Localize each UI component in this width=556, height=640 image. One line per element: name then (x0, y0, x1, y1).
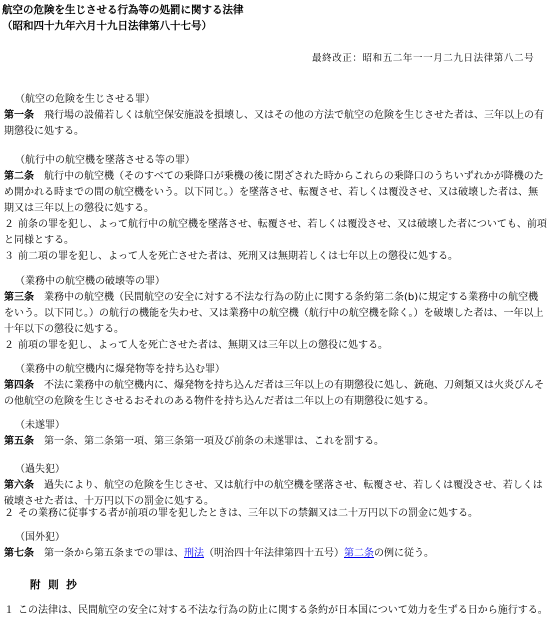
article-2-link[interactable]: 第二条 (344, 548, 374, 559)
article-4 (4, 378, 548, 410)
article-7-text-after: の例に従う。 (374, 548, 434, 559)
article-2-caption: （航行中の航空機を墜落させる等の罪） (15, 155, 195, 166)
article-7-caption: （国外犯） (15, 532, 65, 543)
article-6-caption: （過失犯） (15, 464, 65, 475)
article-5-caption: （未遂罪） (15, 420, 65, 431)
paragraph-text: 前二項の罪を犯し、よって人を死亡させた者は、死刑又は無期若しくは七年以上の懲役に処する。 (18, 251, 458, 262)
article-1 (4, 108, 548, 140)
paragraph-number: １ (4, 605, 14, 616)
article-6-text: 過失により、航空の危険を生じさせ、又は航行中の航空機を墜落させ、転覆させ、若しくは覆没させ、若しくは破壊させた者は、十万円以下の罰金に処する。 (4, 480, 543, 507)
article-1-text: 飛行場の設備若しくは航空保安施設を損壊し、又はその他の方法で航空の危険を生じさせた者は、三年以上の有期懲役に処する。 (4, 110, 544, 137)
article-2-label: 第二条 (4, 171, 34, 182)
article-6-paragraph-2 (4, 506, 548, 522)
supplementary-provisions-title: 附 則 抄 (30, 579, 79, 591)
paragraph-text: その業務に従事する者が前項の罪を犯したときは、三年以下の禁錮又は二十万円以下の罰金に処する。 (18, 508, 478, 519)
paragraph-text: 前項の罪を犯し、よって人を死亡させた者は、無期又は三年以上の懲役に処する。 (18, 340, 388, 351)
article-7-text-mid: （明治四十年法律第四十五号） (204, 548, 344, 559)
article-2-paragraph-2 (4, 217, 548, 249)
criminal-code-link[interactable]: 刑法 (184, 548, 204, 559)
article-4-label: 第四条 (4, 380, 34, 391)
article-3 (4, 290, 548, 338)
article-2-paragraph-3 (4, 249, 548, 265)
article-7-text-before: 第一条から第五条までの罪は、 (34, 548, 184, 559)
article-1-caption: （航空の危険を生じさせる罪） (15, 94, 155, 105)
article-1-label: 第一条 (4, 110, 34, 121)
article-7 (4, 546, 548, 562)
article-5 (4, 434, 548, 450)
law-number: （昭和四十九年六月十九日法律第八十七号） (2, 20, 212, 32)
article-2 (4, 169, 548, 217)
paragraph-number: ２ (4, 508, 14, 519)
article-2-text: 航行中の航空機（そのすべての乗降口が乗機の後に閉ざされた時からこれらの乗降口のうちいずれかが降機のため開かれる時までの間の航空機をいう。以下同じ。）を墜落させ、転覆させ、若しくは覆没させ、又は破壊した者は、無期又は三年以上の懲役に処する。 (4, 171, 544, 214)
paragraph-text: この法律は、民間航空の安全に対する不法な行為の防止に関する条約が日本国について効力を生ずる日から施行する。 (18, 605, 548, 616)
article-3-text: 業務中の航空機（民間航空の安全に対する不法な行為の防止に関する条約第二条(b)に規定する業務中の航空機をいう。以下同じ。）の航行の機能を失わせ、又は業務中の航空機（航行中の航空機を除く。）を破壊した者は、一年以上十年以下の懲役に処する。 (4, 292, 544, 335)
article-3-label: 第三条 (4, 292, 34, 303)
article-5-text: 第一条、第二条第一項、第三条第一項及び前条の未遂罪は、これを罰する。 (34, 436, 384, 447)
paragraph-number: ２ (4, 219, 14, 230)
paragraph-text: 前条の罪を犯し、よって航行中の航空機を墜落させ、転覆させ、若しくは覆没させ、又は破壊した者についても、前項と同様とする。 (4, 219, 547, 246)
law-title: 航空の危険を生じさせる行為等の処罰に関する法律 (2, 4, 244, 16)
article-5-label: 第五条 (4, 436, 34, 447)
supplementary-paragraph-1 (4, 603, 548, 619)
last-amended-note: 最終改正：昭和五二年一一月二九日法律第八二号 (312, 53, 535, 64)
article-4-caption: （業務中の航空機内に爆発物等を持ち込む罪） (15, 364, 225, 375)
article-6-label: 第六条 (4, 480, 34, 491)
article-3-caption: （業務中の航空機の破壊等の罪） (15, 276, 165, 287)
paragraph-number: ３ (4, 251, 14, 262)
article-3-paragraph-2 (4, 338, 548, 354)
article-7-label: 第七条 (4, 548, 34, 559)
article-4-text: 不法に業務中の航空機内に、爆発物を持ち込んだ者は三年以上の有期懲役に処し、銃砲、刀剣類又は火炎びんその他航空の危険を生じさせるおそれのある物件を持ち込んだ者は二年以上の有期懲役に処する。 (4, 380, 544, 407)
paragraph-number: ２ (4, 340, 14, 351)
